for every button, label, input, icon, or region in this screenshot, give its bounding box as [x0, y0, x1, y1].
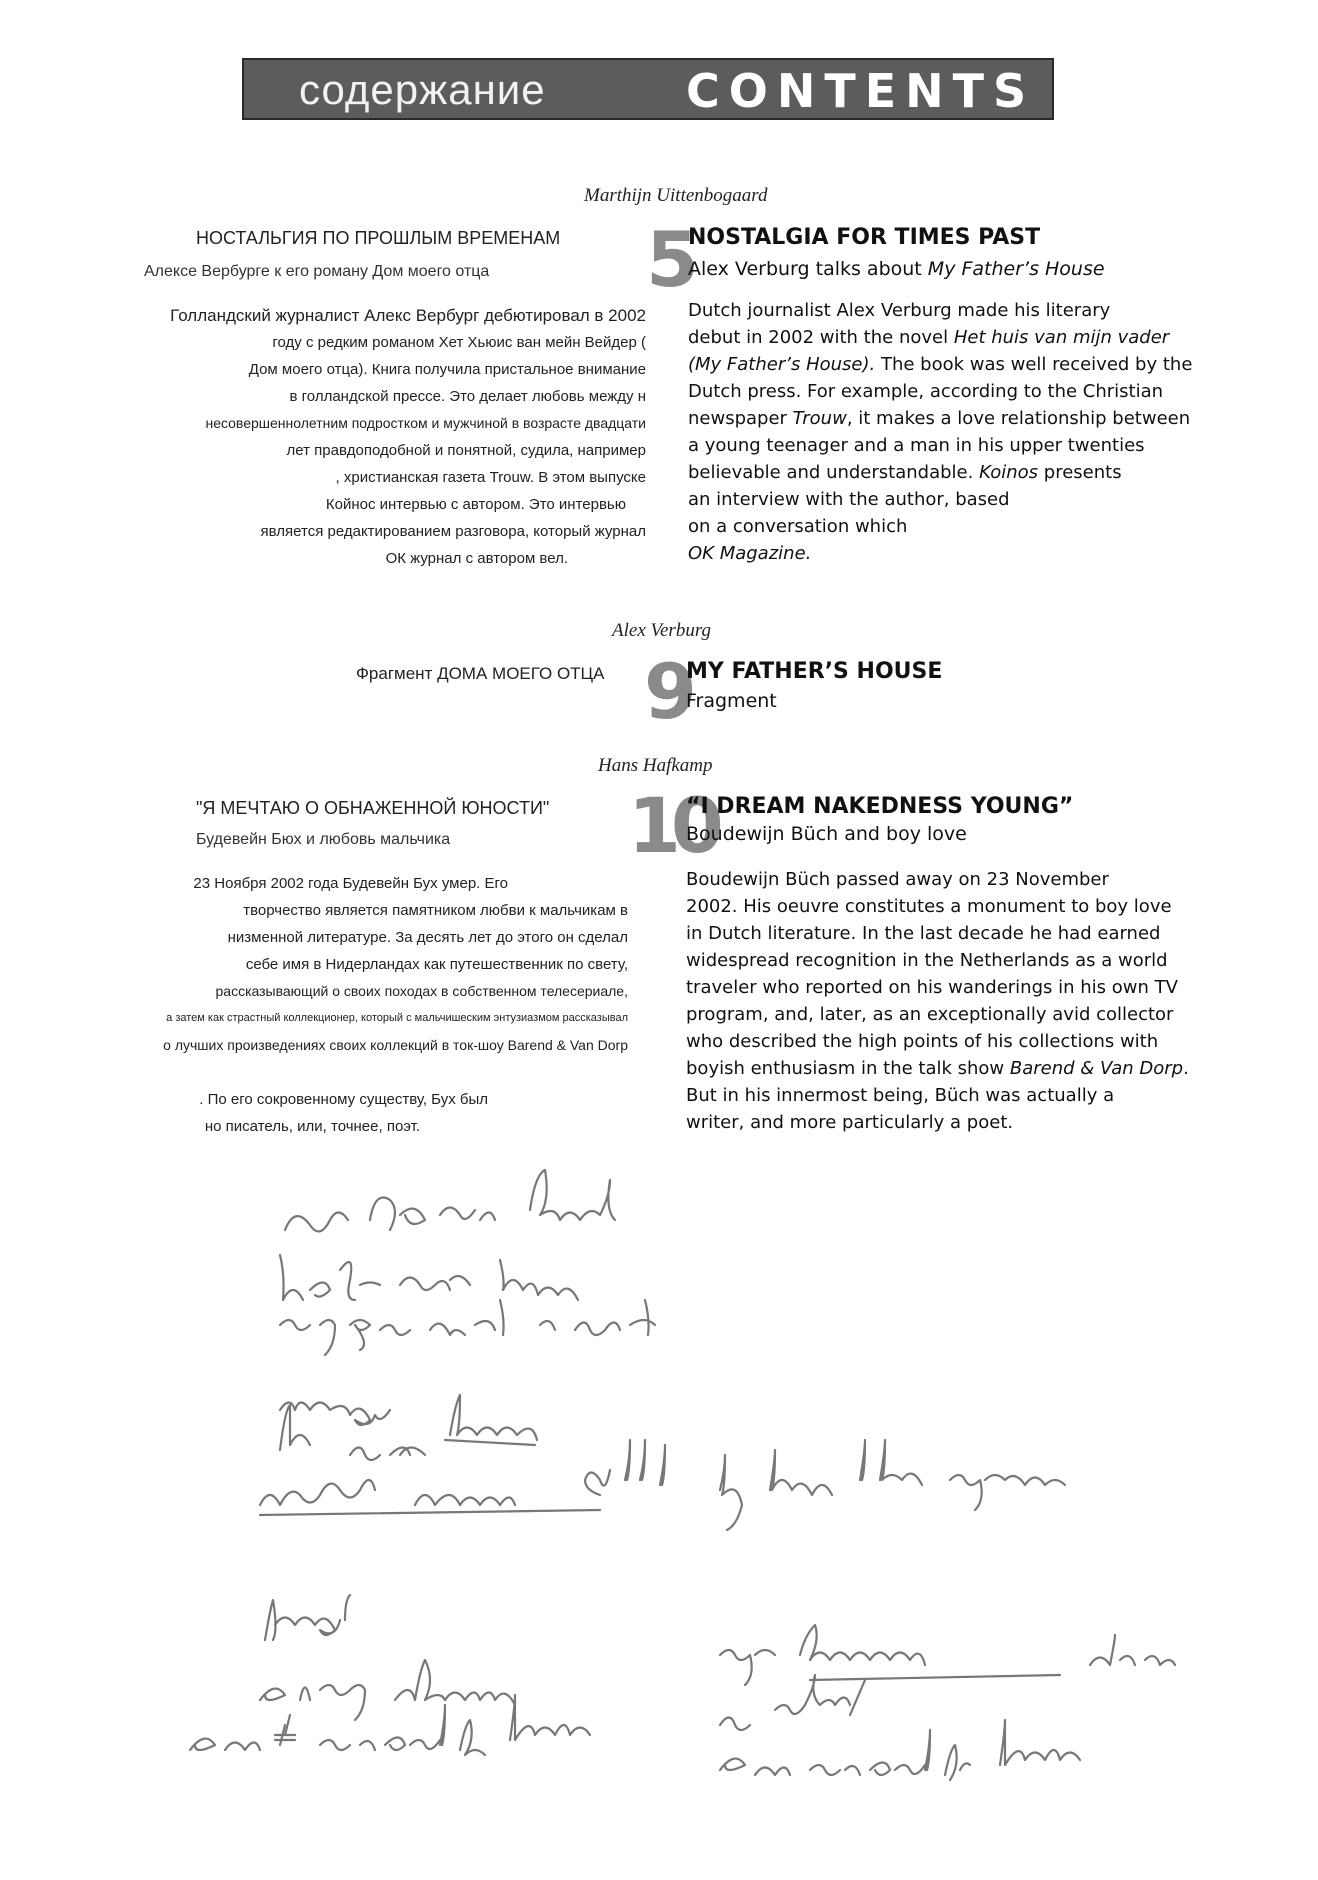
section-2-page-number: 9: [644, 647, 691, 736]
ru-body-line: о лучших произведениях своих коллекций в ток-шоу Barend & Van Dorp: [163, 1037, 628, 1053]
ru-body-line: Койнос интервью с автором. Это интервью: [325, 496, 626, 513]
handwriting-line-8: [260, 1660, 865, 1730]
en-body-line: in Dutch literature. In the last decade he had earned: [686, 923, 1161, 944]
en-body-line: program, and, later, as an exceptionally avid collector: [686, 1004, 1174, 1025]
en-subtitle-text: Alex Verburg talks about: [688, 258, 928, 280]
en-body-line: a young teenager and a man in his upper twenties: [688, 435, 1145, 456]
section-1-en-title: NOSTALGIA FOR TIMES PAST: [688, 225, 1041, 250]
en-body-text: newspaper: [688, 408, 793, 429]
section-3-author: Hans Hafkamp: [598, 755, 713, 776]
section-2-author: Alex Verburg: [612, 620, 712, 641]
handwriting-line-3: [280, 1300, 655, 1355]
handwriting-line-1: [285, 1170, 615, 1231]
ru-body-line: несовершеннолетним подростком и мужчиной в возрасте двадцати: [205, 415, 646, 431]
en-body-line: [686, 1055, 1189, 1082]
section-1-en-body: [688, 297, 1192, 567]
en-body-italic: Koinos: [979, 462, 1039, 483]
ru-body-line: ОК журнал с автором вел.: [385, 550, 568, 567]
handwriting-line-6: [260, 1440, 1065, 1530]
handwriting-line-7: [265, 1595, 1175, 1685]
en-body-text: .: [1183, 1058, 1189, 1079]
handwriting-line-5: [280, 1395, 537, 1460]
en-body-text: presents: [1038, 462, 1122, 483]
section-2-ru-title: Фрагмент ДОМА МОЕГО ОТЦА: [356, 664, 605, 683]
section-1-ru-body: [170, 302, 646, 572]
en-body-italic: Het huis van mijn vader: [953, 327, 1170, 348]
section-1-ru-title: НОСТАЛЬГИЯ ПО ПРОШЛЫМ ВРЕМЕНАМ: [196, 228, 561, 248]
handwriting-line-4: [280, 1403, 390, 1426]
en-subtitle-italic: My Father’s House: [927, 258, 1105, 280]
en-body-line: Boudewijn Büch passed away on 23 November: [686, 869, 1109, 890]
en-body-line: But in his innermost being, Büch was actually a: [686, 1085, 1115, 1106]
section-1-page-number: 5: [646, 215, 693, 304]
section-1-en-subtitle: [688, 258, 1105, 280]
ru-body-line: , христианская газета Trouw. В этом выпуске: [335, 469, 646, 486]
ru-body-line: в голландской прессе. Это делает любовь между н: [289, 388, 646, 405]
ru-body-line: лет правдоподобной и понятной, судила, например: [286, 442, 646, 459]
en-body-text: believable and understandable.: [688, 462, 980, 483]
en-body-line: an interview with the author, based: [688, 489, 1010, 510]
handwriting-line-2: [280, 1255, 578, 1300]
ru-body-line: а затем как страстный коллекционер, который с мальчишеским энтузиазмом рассказывал: [166, 1012, 628, 1024]
en-body-text: debut in 2002 with the novel: [688, 327, 954, 348]
section-3-en-subtitle: Boudewijn Büch and boy love: [686, 823, 967, 845]
section-3-ru-title: "Я МЕЧТАЮ О ОБНАЖЕННОЙ ЮНОСТИ": [196, 798, 550, 818]
ru-body-line: . По его сокровенному существу, Бух был: [199, 1091, 488, 1108]
en-body-line: who described the high points of his collections with: [686, 1031, 1159, 1052]
section-1-author: Marthijn Uittenbogaard: [584, 185, 768, 206]
section-3-page-number: 10: [628, 781, 714, 870]
ru-body-line: творчество является памятником любви к мальчикам в: [243, 902, 628, 919]
ru-body-line: является редактированием разговора, который журнал: [260, 523, 646, 540]
section-3-ru-body: [163, 870, 628, 1140]
ru-body-line: году с редким романом Хет Хьюис ван мейн Вейдер (: [272, 334, 646, 351]
banner-title-russian: содержание: [299, 66, 546, 113]
en-body-line: Dutch journalist Alex Verburg made his literary: [688, 300, 1111, 321]
section-3-en-body: [686, 866, 1189, 1136]
en-body-italic: Trouw: [792, 408, 847, 429]
en-body-line: [688, 459, 1192, 486]
en-body-line: 2002. His oeuvre constitutes a monument to boy love: [686, 896, 1172, 917]
section-3-en-title: “I DREAM NAKEDNESS YOUNG”: [686, 794, 1074, 819]
section-3-ru-subtitle: Будевейн Бюх и любовь мальчика: [196, 831, 451, 848]
ru-body-line: Дом моего отца). Книга получила пристальное внимание: [248, 361, 646, 378]
en-body-line: [688, 405, 1192, 432]
en-body-line: [688, 351, 1192, 378]
en-body-text: boyish enthusiasm in the talk show: [686, 1058, 1010, 1079]
section-1-ru-subtitle: Алексе Вербурге к его роману Дом моего отца: [144, 263, 490, 280]
section-2-en-title: MY FATHER’S HOUSE: [686, 659, 943, 684]
ru-body-line: низменной литературе. За десять лет до этого он сделал: [227, 929, 628, 946]
en-body-line: traveler who reported on his wanderings in his own TV: [686, 977, 1178, 998]
en-body-italic: Barend & Van Dorp: [1009, 1058, 1184, 1079]
handwriting-line-9: [190, 1695, 1080, 1780]
en-body-line: widespread recognition in the Netherlands as a world: [686, 950, 1168, 971]
en-body-line: Dutch press. For example, according to the Christian: [688, 381, 1164, 402]
en-body-line: [688, 324, 1192, 351]
ru-body-line: Голландский журналист Алекс Вербург дебютировал в 2002: [170, 306, 646, 325]
section-2-en-subtitle: Fragment: [686, 690, 777, 712]
en-body-text: , it makes a love relationship between: [846, 408, 1191, 429]
en-body-italic: (My Father’s House).: [688, 354, 876, 375]
en-body-text: The book was well received by the: [875, 354, 1193, 375]
ru-body-line: себе имя в Нидерландах как путешественник по свету,: [245, 956, 628, 973]
banner-title-english: CONTENTS: [686, 64, 1036, 118]
ru-body-line: 23 Ноября 2002 года Будевейн Бух умер. Его: [193, 875, 508, 892]
en-body-line: OK Magazine.: [688, 543, 812, 564]
contents-banner: [242, 58, 1054, 120]
en-body-line: writer, and more particularly a poet.: [686, 1112, 1014, 1133]
ru-body-line: но писатель, или, точнее, поэт.: [204, 1118, 420, 1135]
handwritten-notes: [0, 1160, 1318, 1860]
en-body-line: on a conversation which: [688, 516, 908, 537]
ru-body-line: рассказывающий о своих походах в собственном телесериале,: [215, 983, 628, 999]
